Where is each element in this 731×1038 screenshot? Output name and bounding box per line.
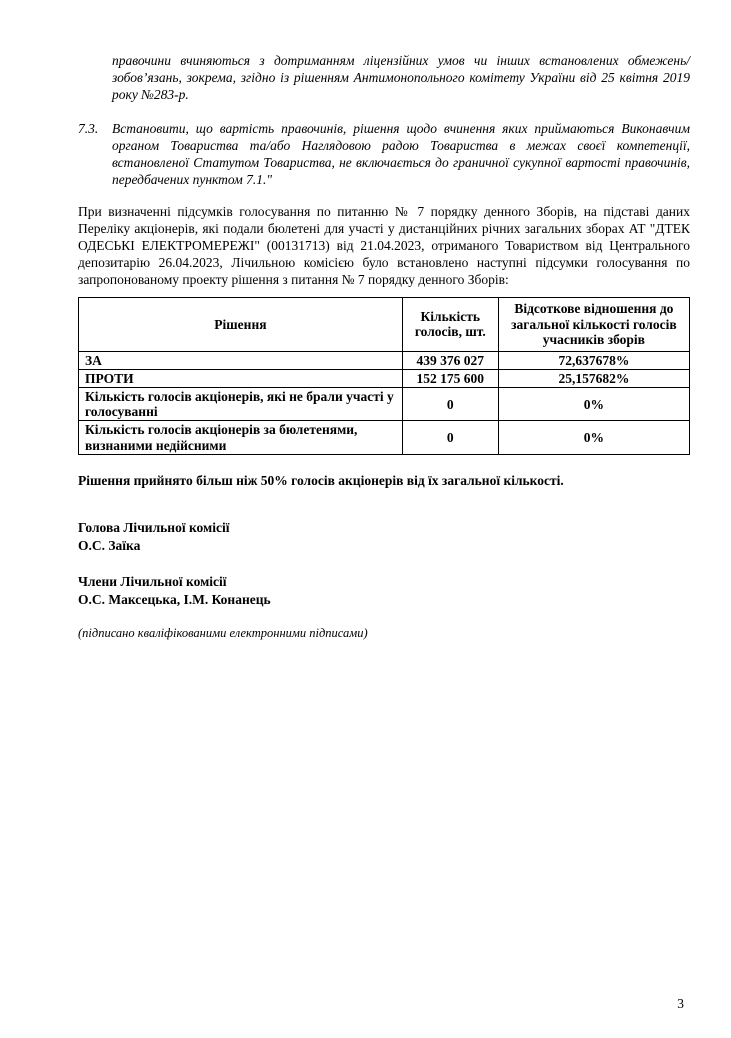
column-header-votes: Кількість голосів, шт. <box>402 298 498 352</box>
signature-note: (підписано кваліфікованими електронними підписами) <box>78 625 368 640</box>
row-abstained-decision: Кількість голосів акціонерів, які не брали участі у голосуванні <box>79 388 403 421</box>
row-proty-decision: ПРОТИ <box>79 370 403 388</box>
row-invalid-percent: 0% <box>498 421 689 454</box>
signature-head-title: Голова Лічильної комісії <box>78 519 230 535</box>
row-abstained-percent: 0% <box>498 388 689 421</box>
signature-members <box>78 573 690 609</box>
signature-head <box>78 519 690 555</box>
page-number: 3 <box>677 996 684 1011</box>
table-row <box>79 388 690 421</box>
signature-members-title: Члени Лічильної комісії <box>78 573 227 589</box>
signature-members-names: О.С. Максецька, І.М. Конанець <box>78 591 271 607</box>
clause-text: Встановити, що вартість правочинів, рішення щодо вчинення яких приймаються Виконавчим органом Товариства та/або Наглядовою радою Товариства в межах своєї компетенції, встановленої Статутом Товариства, не включається до граничної сукупної вартості правочинів, передбачених пунктом 7.1." <box>112 121 690 187</box>
continuation-paragraph: правочини вчиняються з дотриманням ліцензійних умов чи інших встановлених обмежень/зобов’язань, зокрема, згідно із рішенням Антимонопольного комітету України від 25 квітня 2019 року №283-р. <box>112 53 690 102</box>
table-row <box>79 370 690 388</box>
row-za-decision: ЗА <box>79 351 403 369</box>
voting-results-table <box>78 297 690 455</box>
table-row <box>79 351 690 369</box>
decision-statement: Рішення прийнято більш ніж 50% голосів акціонерів від їх загальної кількості. <box>78 472 564 488</box>
intro-paragraph: При визначенні підсумків голосування по питанню № 7 порядку денного Зборів, на підставі даних Переліку акціонерів, які подали бюлетені для участі у дистанційних річних загальних зборах АТ "ДТЕК ОДЕСЬКІ ЕЛЕКТРОМЕРЕЖІ" (00131713) від 21.04.2023, отриманого Товариством від Центрального депозитарію 26.04.2023, Лічильною комісією було встановлено наступні підсумки голосування по запропонованому проекту рішення з питання № 7 порядку денного Зборів: <box>78 204 690 287</box>
column-header-percent: Відсоткове відношення до загальної кількості голосів учасників зборів <box>498 298 689 352</box>
row-invalid-decision: Кількість голосів акціонерів за бюлетенями, визнаними недійсними <box>79 421 403 454</box>
row-proty-percent: 25,157682% <box>498 370 689 388</box>
signature-head-name: О.С. Заїка <box>78 537 141 553</box>
row-abstained-votes: 0 <box>402 388 498 421</box>
row-za-percent: 72,637678% <box>498 351 689 369</box>
document-content <box>78 52 690 642</box>
row-za-votes: 439 376 027 <box>402 351 498 369</box>
table-row <box>79 421 690 454</box>
clause-7-3 <box>78 120 690 188</box>
row-invalid-votes: 0 <box>402 421 498 454</box>
column-header-decision: Рішення <box>79 298 403 352</box>
clause-number: 7.3. <box>78 121 99 136</box>
row-proty-votes: 152 175 600 <box>402 370 498 388</box>
table-header-row <box>79 298 690 352</box>
